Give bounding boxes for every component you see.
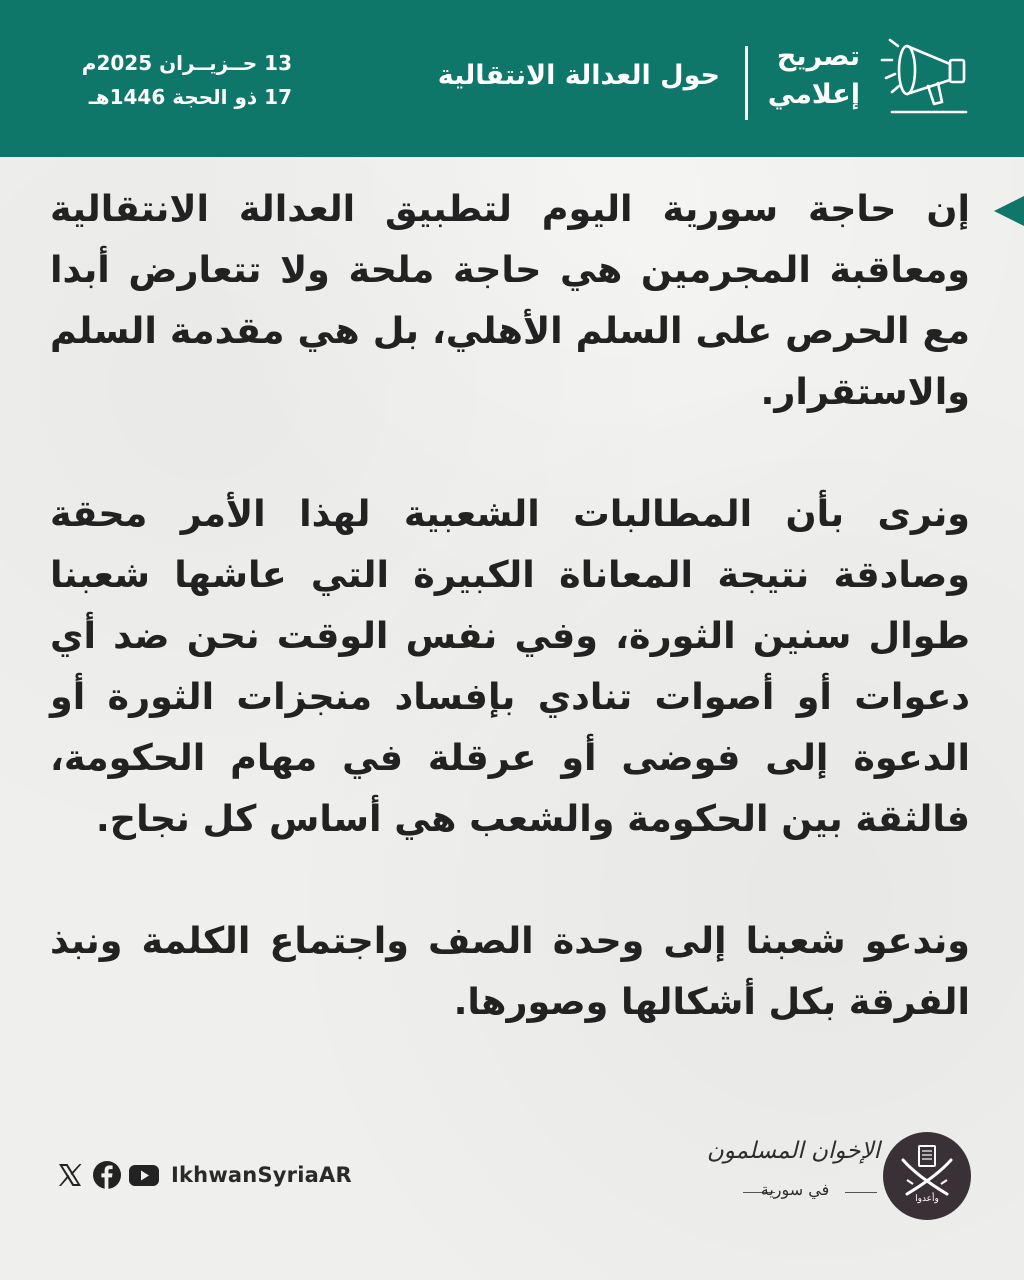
- statement-dates: [52, 46, 292, 114]
- statement-title: حول العدالة الانتقالية: [437, 60, 720, 91]
- facebook-icon[interactable]: [91, 1159, 123, 1191]
- brand-rule-right: [845, 1192, 877, 1193]
- x-icon[interactable]: [54, 1159, 86, 1191]
- body-paragraph-2: ونرى بأن المطالبات الشعبية لهذا الأمر محقة وصادقة نتيجة المعاناة الكبيرة التي عاشها شعبنا طوال سنين الثورة، وفي نفس الوقت نحن ضد أي دعوات أو أصوات تنادي بإفساد منجزات الثورة أو الدعوة إلى فوضى أو عرقلة في مهام الحكومة، فالثقة بين الحكومة والشعب هي أساس كل نجاح.: [50, 492, 970, 840]
- statement-body: [50, 178, 970, 1032]
- side-marker-triangle: [994, 196, 1024, 226]
- brand-name: الإخوان المسلمون: [706, 1138, 880, 1164]
- emblem-icon: [883, 1132, 971, 1220]
- header-bar: [0, 0, 1024, 157]
- statement-type: [720, 38, 860, 114]
- date-gregorian: 13 حــزيــران 2025م: [81, 51, 292, 75]
- date-hijri: 17 ذو الحجة 1446هـ: [88, 85, 292, 109]
- megaphone-icon: [876, 30, 976, 120]
- statement-type-line1: تصريح: [776, 41, 860, 72]
- social-handle[interactable]: IkhwanSyriaAR: [171, 1163, 352, 1187]
- body-paragraph-1: إن حاجة سورية اليوم لتطبيق العدالة الانتقالية ومعاقبة المجرمين هي حاجة ملحة ولا تتعارض أبدا مع الحرص على السلم الأهلي، بل هي مقدمة السلم والاستقرار.: [50, 187, 970, 413]
- brand-subtitle: في سورية: [760, 1180, 830, 1199]
- header-divider: [745, 46, 748, 120]
- body-paragraph-3: وندعو شعبنا إلى وحدة الصف واجتماع الكلمة ونبذ الفرقة بكل أشكالها وصورها.: [50, 919, 970, 1023]
- youtube-icon[interactable]: [128, 1159, 160, 1191]
- social-links: [54, 1157, 352, 1193]
- statement-type-line2: إعلامي: [767, 79, 860, 110]
- brand-logo: [706, 1128, 980, 1228]
- emblem-motto: وأعدوا: [915, 1194, 939, 1204]
